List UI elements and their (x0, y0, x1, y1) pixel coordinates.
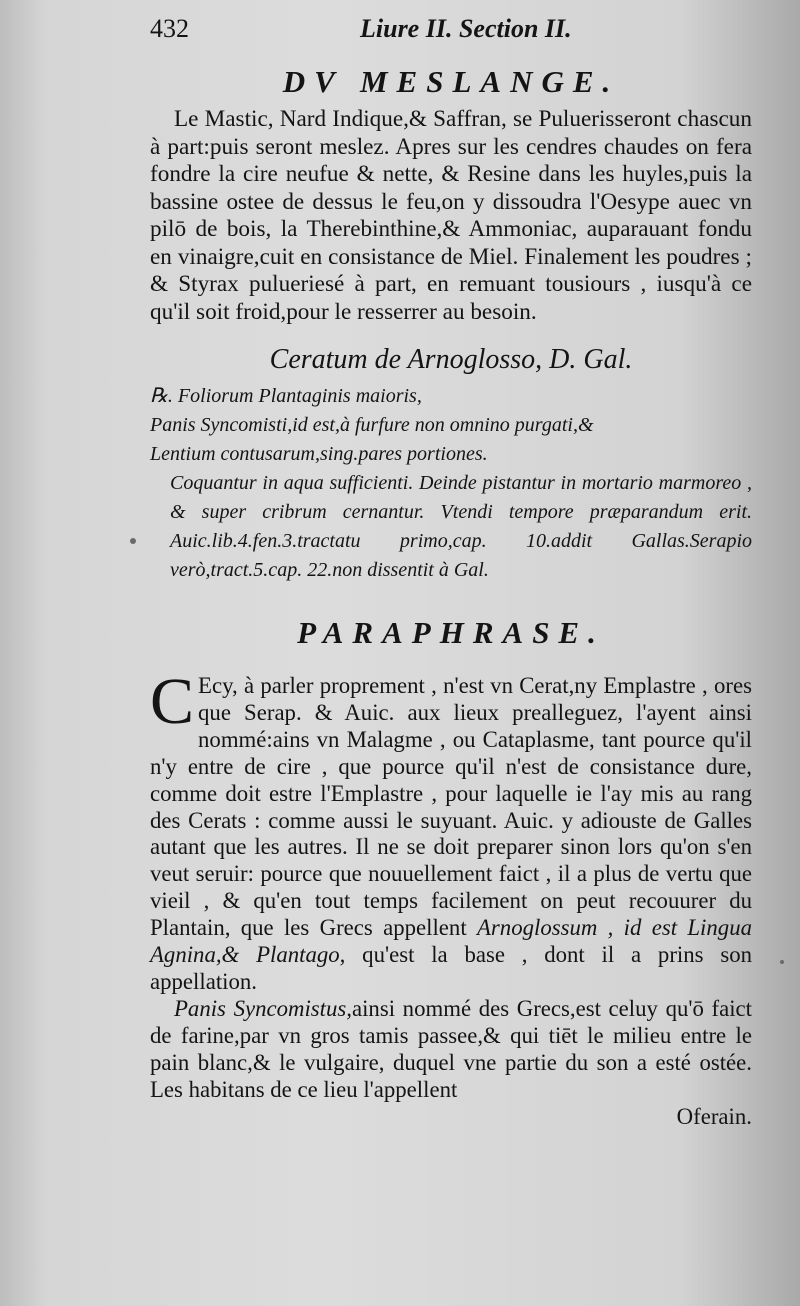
paraphrase-paragraph-1 (150, 665, 752, 996)
ink-spot (130, 538, 136, 544)
paraphrase-text-1-end: qu'est la base , dont il a prins son appellation. (150, 942, 752, 994)
running-header (150, 14, 752, 50)
section-heading-paraphrase: PARAPHRASE. (297, 615, 605, 650)
running-title: Liure II. Section II. (360, 14, 572, 43)
paraphrase-latin-term-2: Panis Syncomistus, (174, 995, 352, 1021)
drop-cap: C (150, 665, 195, 738)
recipe-ingredient-2: Panis Syncomisti,id est,à furfure non omnino purgati,& (150, 414, 594, 436)
recipe-ingredient-3: Lentium contusarum,sing.pares portiones. (150, 443, 488, 465)
paraphrase-text-2: ainsi nommé des Grecs,est celuy qu'ō faict de farine,par vn gros tamis passee,& qui tiēt le milieu entre le pain blanc,& le vulgaire, duquel vne partie du son a esté ostée. Les habitans de ce lieu l'appellent (150, 995, 753, 1102)
page-number: 432 (150, 14, 189, 43)
recipe-title: Ceratum de Arnoglosso, D. Gal. (269, 344, 633, 375)
section-heading-meslange: DV MESLANGE. (282, 64, 620, 99)
recipe-ingredient-1: ℞. Foliorum Plantaginis maioris, (150, 385, 422, 407)
catchword: Oferain. (676, 1103, 752, 1129)
meslange-paragraph: Le Mastic, Nard Indique,& Saffran, se Puluerisseront chascun à part:puis seront meslez. Apres sur les cendres chaudes on fera fondre la cire neufue & nette, & Resine dans les huyles,puis la bassine ostee de dessus le feu,on y dissoudra l'Oesype auec vn pilō de bois, la Therebinthine,& Ammoniac, auparauant fondu en vinaigre,cuit en consistance de Miel. Finalement les poudres ; & Styrax pulueriesé à part, en remuant tousiours , iusqu'à ce qu'il soit froid,pour le resserrer au besoin. (150, 106, 752, 325)
paraphrase-latin-term: Arnoglossum , id est Lingua Agnina,& Plantago, (150, 915, 752, 968)
ink-spot (780, 960, 784, 964)
paraphrase-paragraph-2 (150, 996, 752, 1104)
paraphrase-text-1: Ecy, à parler proprement , n'est vn Cerat,ny Emplastre , ores que Serap. & Auic. aux lieux prealleguez, l'ayent ainsi nommé:ains vn Malagme , ou Cataplasme, tant pource qu'il n'y entre de cire , que pource qu'il n'est de consistance dure, comme doit estre l'Emplastre , pour laquelle ie l'ay mis au rang des Cerats : comme aussi le suyuant. Auic. y adiouste de Galles autant que les autres. Il ne se doit preparer sinon lors qu'on s'en veut seruir: pource que nouuellement faict , il a plus de vertu que vieil , & qu'en tout temps facilement on peut recouurer du Plantain, que les Grecs appellent (150, 673, 752, 941)
recipe-instructions: Coquantur in aqua sufficienti. Deinde pistantur in mortario marmoreo , & super cribrum cernantur. Vtendi tempore præparandum erit. Auic.lib.4.fen.3.tractatu primo,cap. 10.addit Gallas.Serapio verò,tract.5.cap. 22.non dissentit à Gal. (170, 472, 752, 581)
